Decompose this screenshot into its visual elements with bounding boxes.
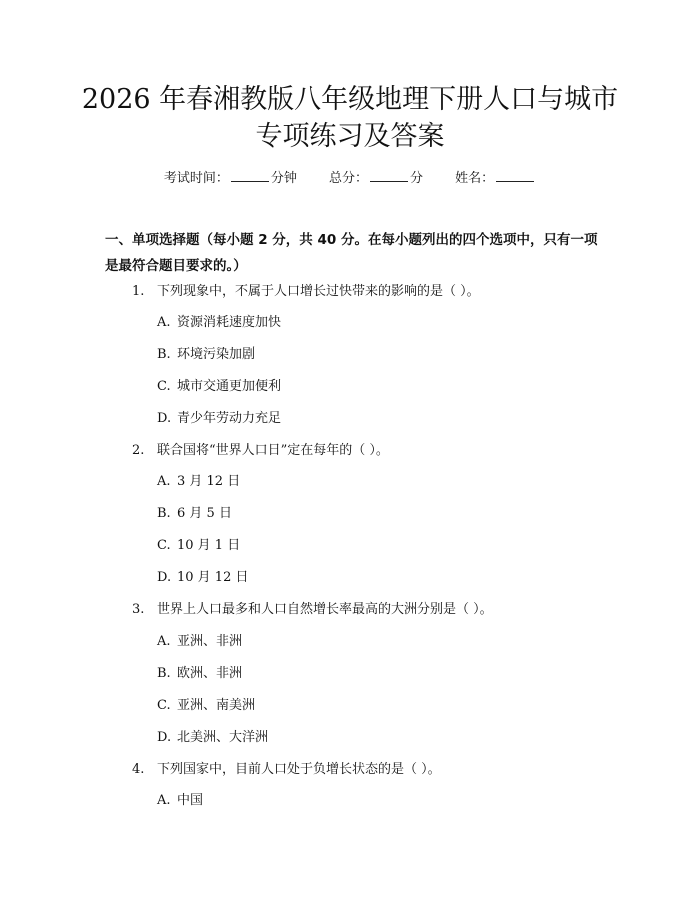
option-letter: D.	[157, 730, 172, 745]
name-blank	[496, 168, 534, 182]
option-letter: B.	[157, 506, 171, 521]
total-score-blank	[370, 168, 408, 182]
question-3-option-d	[157, 729, 268, 747]
question-text: 下列国家中，目前人口处于负增长状态的是（ ）。	[157, 762, 441, 777]
exam-time-unit: 分钟	[270, 171, 297, 186]
section-heading-line-1: 一、单项选择题（每小题 2 分，共 40 分。在每小题列出的四个选项中，只有一项	[105, 232, 598, 248]
option-text: 欧洲、非洲	[177, 666, 243, 681]
name-field	[455, 171, 536, 186]
question-text: 世界上人口最多和人口自然增长率最高的大洲分别是（ ）。	[157, 602, 493, 617]
option-text: 中国	[177, 793, 204, 808]
exam-time-field	[164, 171, 297, 186]
page-title-line-2: 专项练习及答案	[255, 121, 445, 152]
question-1-option-c	[157, 378, 281, 396]
name-label: 姓名：	[455, 171, 495, 186]
exam-time-label: 考试时间：	[163, 171, 229, 186]
option-letter: A.	[157, 793, 171, 808]
option-letter: C.	[157, 379, 171, 394]
section-heading-line-2: 是最符合题目要求的。）	[105, 258, 247, 274]
question-3-option-a	[157, 633, 242, 651]
question-2-option-c	[157, 537, 240, 555]
question-2-option-d	[157, 569, 248, 587]
page-title-line-1: 2026 年春湘教版八年级地理下册人口与城市	[81, 84, 619, 115]
total-score-unit: 分	[410, 171, 424, 186]
question-3-option-c	[157, 697, 255, 715]
option-text: 10 月 12 日	[177, 570, 249, 585]
option-text: 亚洲、非洲	[177, 634, 243, 649]
option-letter: A.	[157, 634, 171, 649]
option-text: 环境污染加剧	[177, 347, 256, 362]
question-text: 下列现象中，不属于人口增长过快带来的影响的是（ ）。	[157, 284, 480, 299]
option-text: 青少年劳动力充足	[177, 411, 282, 426]
option-letter: A.	[157, 315, 171, 330]
option-letter: D.	[157, 411, 172, 426]
question-2-option-b	[157, 505, 232, 523]
total-score-field	[329, 171, 423, 186]
question-number: 3.	[132, 602, 145, 617]
exam-time-blank	[231, 168, 269, 182]
option-text: 资源消耗速度加快	[177, 315, 282, 330]
question-1-option-a	[157, 314, 281, 332]
option-text: 城市交通更加便利	[177, 379, 282, 394]
option-letter: B.	[157, 666, 171, 681]
total-score-label: 总分：	[328, 171, 368, 186]
option-letter: C.	[157, 698, 171, 713]
option-letter: D.	[157, 570, 172, 585]
question-text: 联合国将“世界人口日”定在每年的（ ）。	[157, 443, 389, 458]
option-text: 10 月 1 日	[177, 538, 241, 553]
option-letter: C.	[157, 538, 171, 553]
question-4-option-a	[157, 792, 203, 810]
question-number: 2.	[132, 443, 145, 458]
question-1-option-b	[157, 346, 255, 364]
question-1-option-d	[157, 410, 281, 428]
question-number: 1.	[132, 284, 145, 299]
option-text: 6 月 5 日	[177, 506, 232, 521]
option-text: 3 月 12 日	[177, 474, 241, 489]
exam-meta	[0, 168, 700, 188]
question-number: 4.	[132, 762, 145, 777]
option-text: 亚洲、南美洲	[177, 698, 256, 713]
question-3-option-b	[157, 665, 242, 683]
option-letter: A.	[157, 474, 171, 489]
option-letter: B.	[157, 347, 171, 362]
option-text: 北美洲、大洋洲	[177, 730, 269, 745]
question-2-option-a	[157, 473, 240, 491]
